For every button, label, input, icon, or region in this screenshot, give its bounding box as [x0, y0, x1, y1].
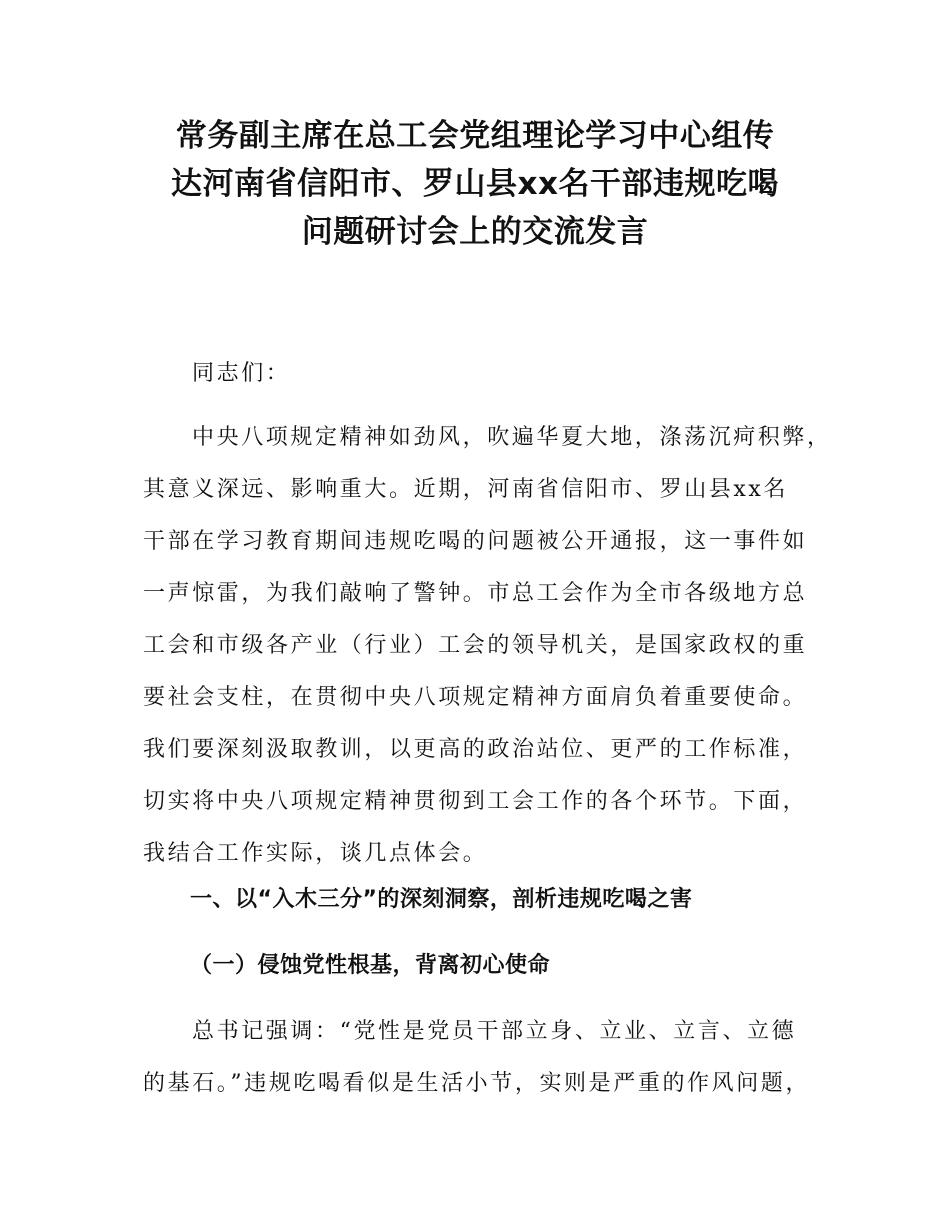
paragraph-line: 总书记强调：“党性是党员干部立身、立业、立言、立德 [192, 1019, 797, 1044]
paragraph-line: 切实将中央八项规定精神贯彻到工会工作的各个环节。下面， [143, 789, 808, 814]
paragraph-line: 干部在学习教育期间违规吃喝的问题被公开通报，这一事件如 [143, 529, 808, 554]
paragraph-intro [143, 412, 843, 880]
paragraph-line: 一声惊雷，为我们敲响了警钟。市总工会作为全市各级地方总 [143, 581, 808, 606]
salutation: 同志们： [192, 361, 291, 386]
paragraph-line: 我们要深刻汲取教训，以更高的政治站位、更严的工作标准， [143, 737, 808, 762]
paragraph-line: 要社会支柱，在贯彻中央八项规定精神方面肩负着重要使命。 [143, 685, 808, 710]
paragraph-line: 我结合工作实际，谈几点体会。 [143, 841, 488, 866]
title-line-3: 问题研讨会上的交流发言 [301, 214, 649, 250]
subsection-heading-1: （一）侵蚀党性根基，背离初心使命 [190, 953, 551, 978]
salutation-block [143, 348, 843, 400]
paragraph-line: 工会和市级各产业（行业）工会的领导机关，是国家政权的重 [143, 633, 808, 658]
section-heading-1: 一、以“入木三分”的深刻洞察，剖析违规吃喝之害 [190, 887, 693, 912]
document-title [120, 112, 830, 256]
paragraph-line: 其意义深远、影响重大。近期，河南省信阳市、罗山县xx名 [143, 477, 789, 502]
title-line-2: 达河南省信阳市、罗山县xx名干部违规吃喝 [171, 166, 779, 202]
paragraph-line: 的基石。”违规吃喝看似是生活小节，实则是严重的作风问题， [143, 1071, 811, 1096]
paragraph-line: 中央八项规定精神如劲风，吹遍华夏大地，涤荡沉疴积弊， [192, 425, 832, 450]
title-line-1: 常务副主席在总工会党组理论学习中心组传 [175, 118, 775, 154]
paragraph-party-spirit [143, 1006, 843, 1110]
